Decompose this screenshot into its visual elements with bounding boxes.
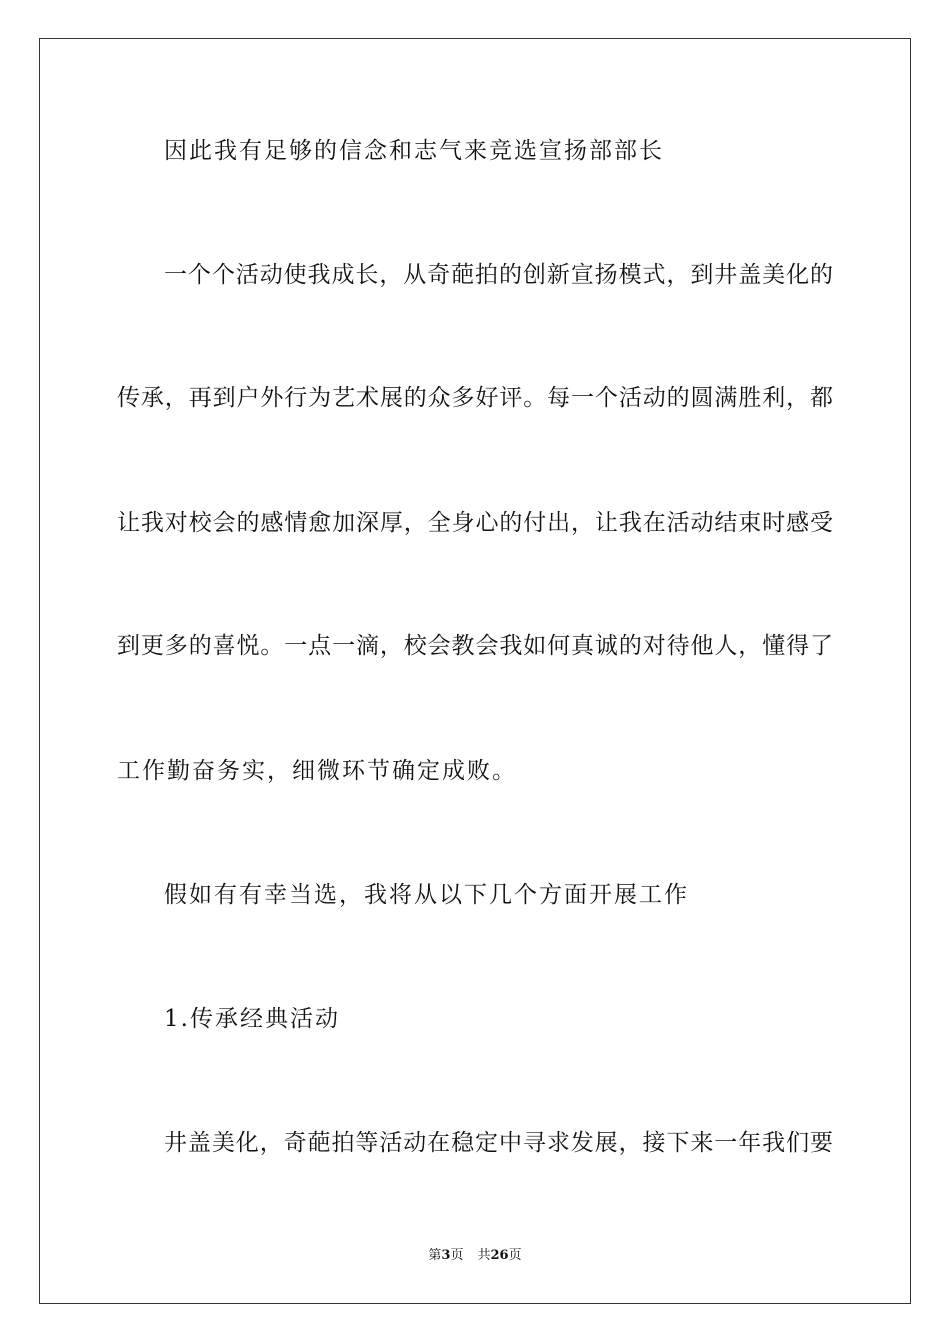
total-prefix: 共 <box>477 1248 491 1263</box>
paragraph-line: 井盖美化，奇葩拍等活动在稳定中寻求发展，接下来一年我们要 <box>164 1130 833 1156</box>
page-frame <box>39 38 911 1304</box>
paragraph-line: 一个个活动使我成长，从奇葩拍的创新宣扬模式，到井盖美化的 <box>164 262 833 288</box>
paragraph-line: 因此我有足够的信念和志气来竞选宣扬部部长 <box>164 138 664 164</box>
total-page-number: 26 <box>490 1248 509 1263</box>
page-prefix: 第 <box>428 1248 442 1263</box>
page-suffix: 页 <box>450 1248 464 1263</box>
paragraph-line: 让我对校会的感情愈加深厚，全身心的付出，让我在活动结束时感受 <box>117 510 833 536</box>
total-suffix: 页 <box>508 1248 522 1263</box>
paragraph-line: 到更多的喜悦。一点一滴，校会教会我如何真诚的对待他人，懂得了 <box>117 633 833 659</box>
current-page-number: 3 <box>441 1248 451 1263</box>
paragraph-line: 传承，再到户外行为艺术展的众多好评。每一个活动的圆满胜利，都 <box>117 385 833 411</box>
page-footer <box>0 1246 950 1266</box>
paragraph-line: 工作勤奋务实，细微环节确定成败。 <box>117 758 517 784</box>
paragraph-line: 假如有有幸当选，我将从以下几个方面开展工作 <box>164 882 689 908</box>
section-heading: 1.传承经典活动 <box>164 1006 340 1032</box>
